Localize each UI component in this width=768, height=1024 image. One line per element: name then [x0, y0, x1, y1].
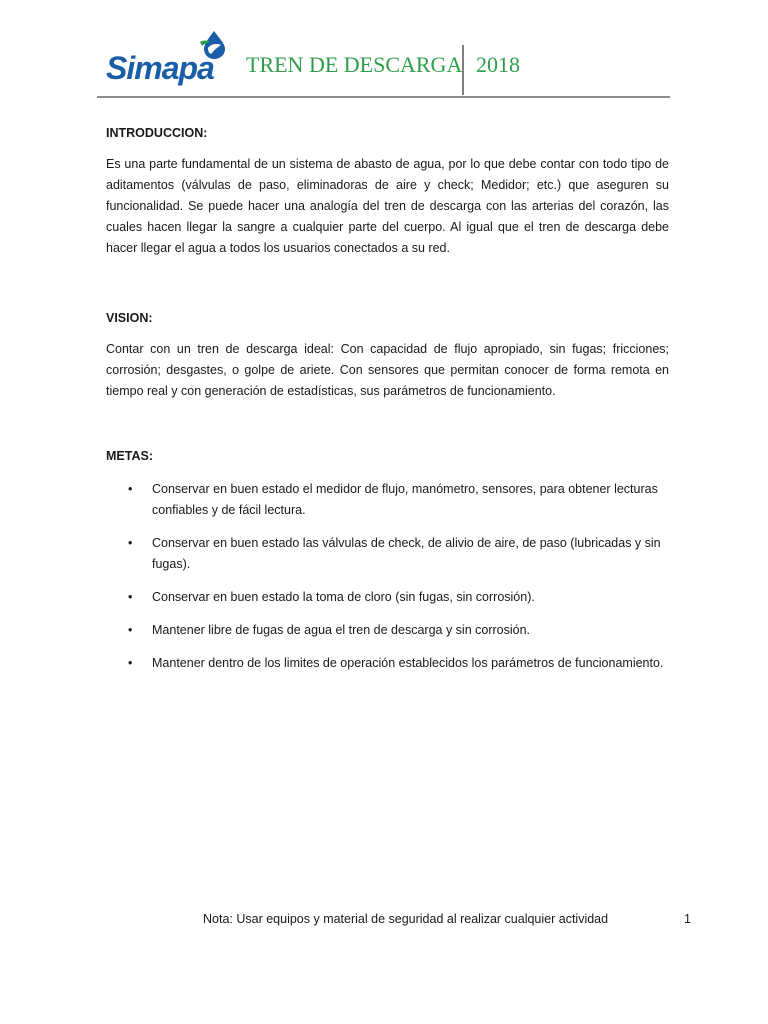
bullet-icon: •: [128, 536, 133, 550]
page-header: [0, 0, 768, 100]
list-item-text: Mantener dentro de los limites de operación establecidos los parámetros de funcionamiento.: [152, 656, 664, 670]
list-item: [106, 587, 669, 608]
section-paragraph: Es una parte fundamental de un sistema de abasto de agua, por lo que debe contar con todo tipo de aditamentos (válvulas de paso, eliminadoras de aire y check; Medidor; etc.) que aseguren su funcionalidad. Se puede hacer una analogía del tren de descarga con las arterias del corazón, las cuales hacen llegar la sangre a cualquier parte del cuerpo. Al igual que el tren de descarga debe hacer llegar el agua a todos los usuarios conectados a su red.: [106, 157, 669, 255]
list-item: [106, 533, 669, 575]
section-paragraph: Contar con un tren de descarga ideal: Con capacidad de flujo apropiado, sin fugas; fricciones; corrosión; desgastes, o golpe de ariete. Con sensores que permitan conocer de forma remota en tiempo real y con generación de estadísticas, sus parámetros de funcionamiento.: [106, 342, 669, 398]
goals-list: [106, 479, 669, 674]
logo-wordmark: Simapa: [106, 50, 214, 86]
list-item: [106, 620, 669, 641]
page-number: 1: [684, 912, 691, 926]
section-heading: INTRODUCCION:: [106, 126, 208, 140]
document-body: [106, 126, 669, 686]
bullet-icon: •: [128, 590, 133, 604]
bullet-icon: •: [128, 656, 133, 670]
list-item: [106, 479, 669, 521]
list-item-text: Conservar en buen estado las válvulas de check, de alivio de aire, de paso (lubricadas y sin fugas).: [152, 536, 661, 571]
list-item-text: Mantener libre de fugas de agua el tren de descarga y sin corrosión.: [152, 623, 531, 637]
section-metas: [106, 449, 669, 674]
bullet-icon: •: [128, 623, 133, 637]
section-vision: [106, 311, 669, 402]
list-item-text: Conservar en buen estado la toma de cloro (sin fugas, sin corrosión).: [152, 590, 535, 604]
section-heading: METAS:: [106, 449, 153, 463]
section-introduccion: [106, 126, 669, 259]
header-separator: [462, 45, 464, 95]
bullet-icon: •: [128, 482, 133, 496]
document-title: TREN DE DESCARGA: [246, 52, 463, 77]
section-heading: VISION:: [106, 311, 153, 325]
footer-note: Nota: Usar equipos y material de seguridad al realizar cualquier actividad: [203, 912, 609, 926]
list-item: [106, 653, 669, 674]
simapa-logo: [106, 30, 226, 90]
document-year: 2018: [476, 52, 520, 77]
header-rule: [97, 96, 670, 98]
list-item-text: Conservar en buen estado el medidor de flujo, manómetro, sensores, para obtener lecturas confiables y de fácil lectura.: [152, 482, 658, 517]
